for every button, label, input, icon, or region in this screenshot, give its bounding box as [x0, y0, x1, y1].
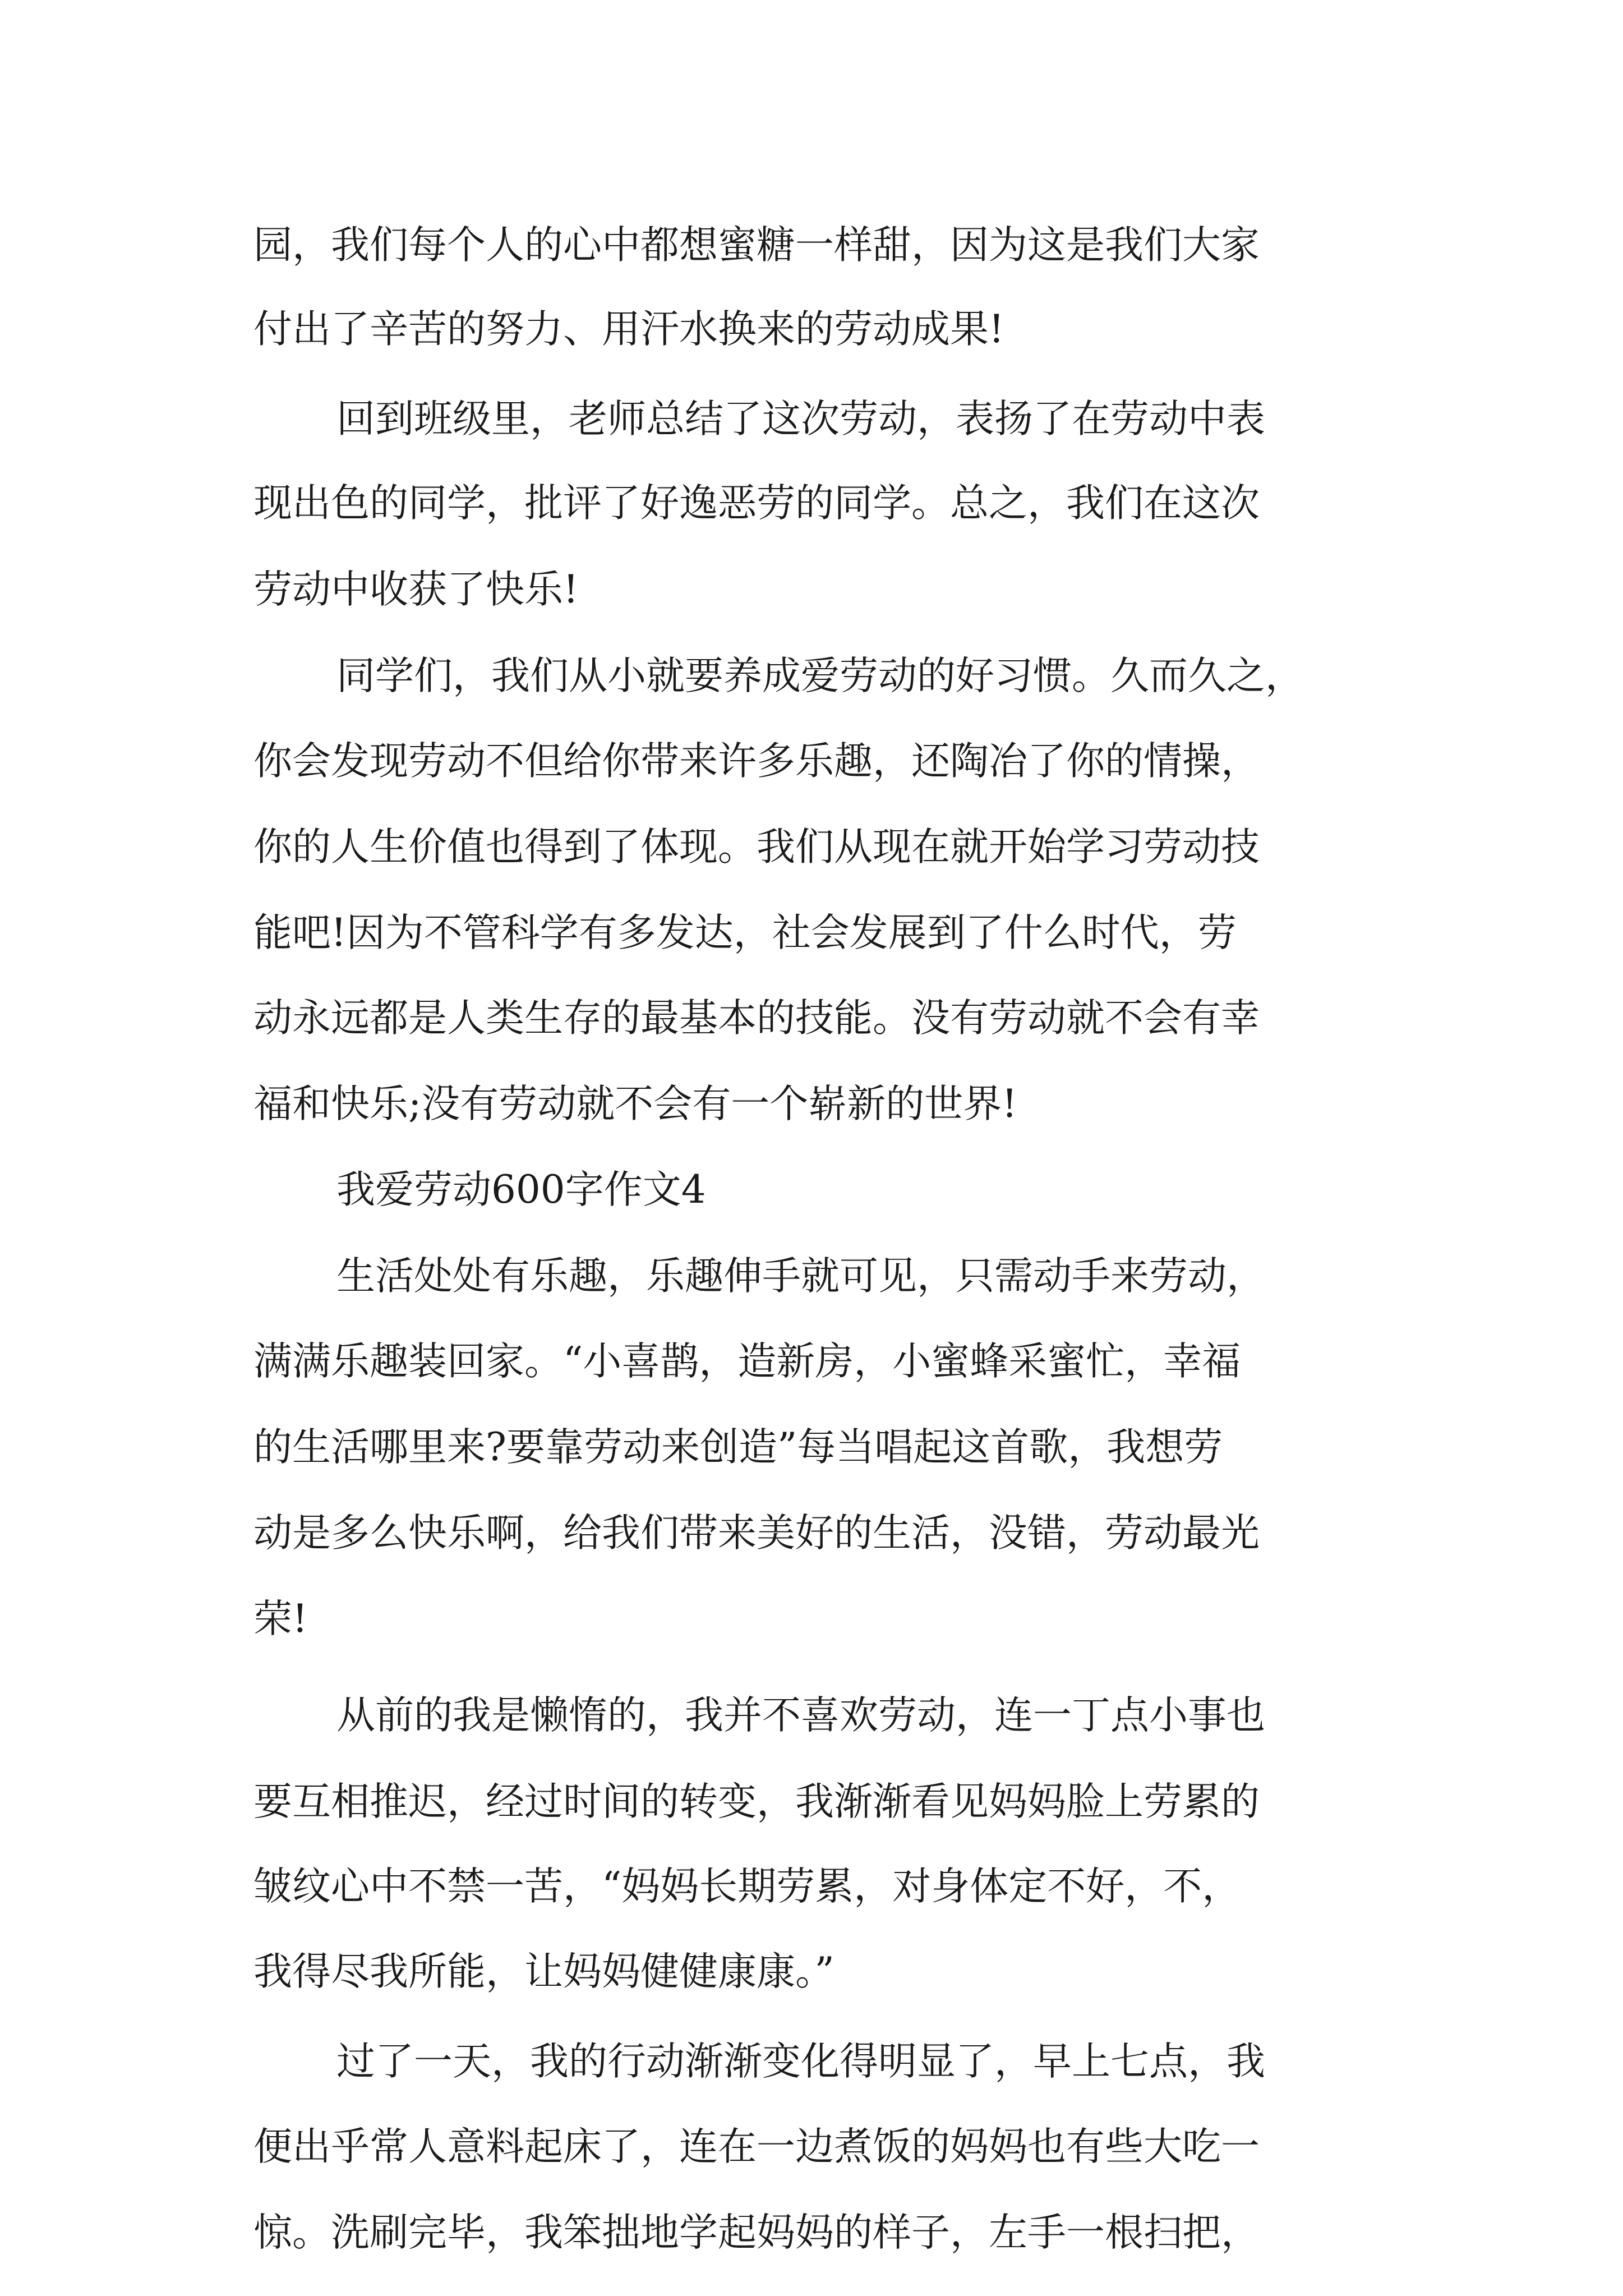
text-line: 福和快乐;没有劳动就不会有一个崭新的世界! — [253, 1082, 1017, 1126]
text-line: 劳动中收获了快乐! — [253, 567, 579, 612]
paragraph-first-line: 生活处处有乐趣，乐趣伸手就可见，只需动手来劳动， — [336, 1254, 1265, 1299]
text-line: 要互相推迟，经过时间的转变，我渐渐看见妈妈脸上劳累的 — [253, 1779, 1260, 1824]
text-line: 园，我们每个人的心中都想蜜糖一样甜，因为这是我们大家 — [253, 223, 1260, 268]
text-line: 付出了辛苦的努力、用汗水换来的劳动成果! — [253, 307, 1004, 352]
paragraph-first-line: 从前的我是懒惰的，我并不喜欢劳动，连一丁点小事也 — [336, 1693, 1265, 1738]
text-line: 满满乐趣装回家。“小喜鹊，造新房，小蜜蜂采蜜忙，幸福 — [253, 1339, 1241, 1384]
text-line: 你的人生价值也得到了体现。我们从现在就开始学习劳动技 — [253, 825, 1260, 869]
text-line: 现出色的同学，批评了好逸恶劳的同学。总之，我们在这次 — [253, 481, 1260, 526]
paragraph-first-line: 同学们，我们从小就要养成爱劳动的好习惯。久而久之， — [336, 654, 1304, 698]
paragraph-first-line: 过了一天，我的行动渐渐变化得明显了，早上七点，我 — [336, 2039, 1265, 2084]
text-line: 你会发现劳动不但给你带来许多乐趣，还陶冶了你的情操， — [253, 739, 1260, 784]
text-line: 能吧!因为不管科学有多发达，社会发展到了什么时代，劳 — [253, 910, 1237, 955]
text-line: 动永远都是人类生存的最基本的技能。没有劳动就不会有幸 — [253, 996, 1260, 1041]
paragraph-first-line: 回到班级里，老师总结了这次劳动，表扬了在劳动中表 — [336, 397, 1265, 441]
text-line: 的生活哪里来?要靠劳动来创造”每当唱起这首歌，我想劳 — [253, 1425, 1223, 1470]
text-line: 荣! — [253, 1596, 308, 1641]
text-line: 动是多么快乐啊，给我们带来美好的生活，没错，劳动最光 — [253, 1511, 1260, 1556]
section-heading: 我爱劳动600字作文4 — [336, 1167, 706, 1212]
text-line: 皱纹心中不禁一苦，“妈妈长期劳累，对身体定不好，不， — [253, 1864, 1241, 1909]
text-line: 我得尽我所能，让妈妈健健康康。” — [253, 1949, 834, 1994]
text-line: 惊。洗刷完毕，我笨拙地学起妈妈的样子，左手一根扫把， — [253, 2210, 1260, 2255]
text-line: 便出乎常人意料起床了，连在一边煮饭的妈妈也有些大吃一 — [253, 2124, 1260, 2169]
